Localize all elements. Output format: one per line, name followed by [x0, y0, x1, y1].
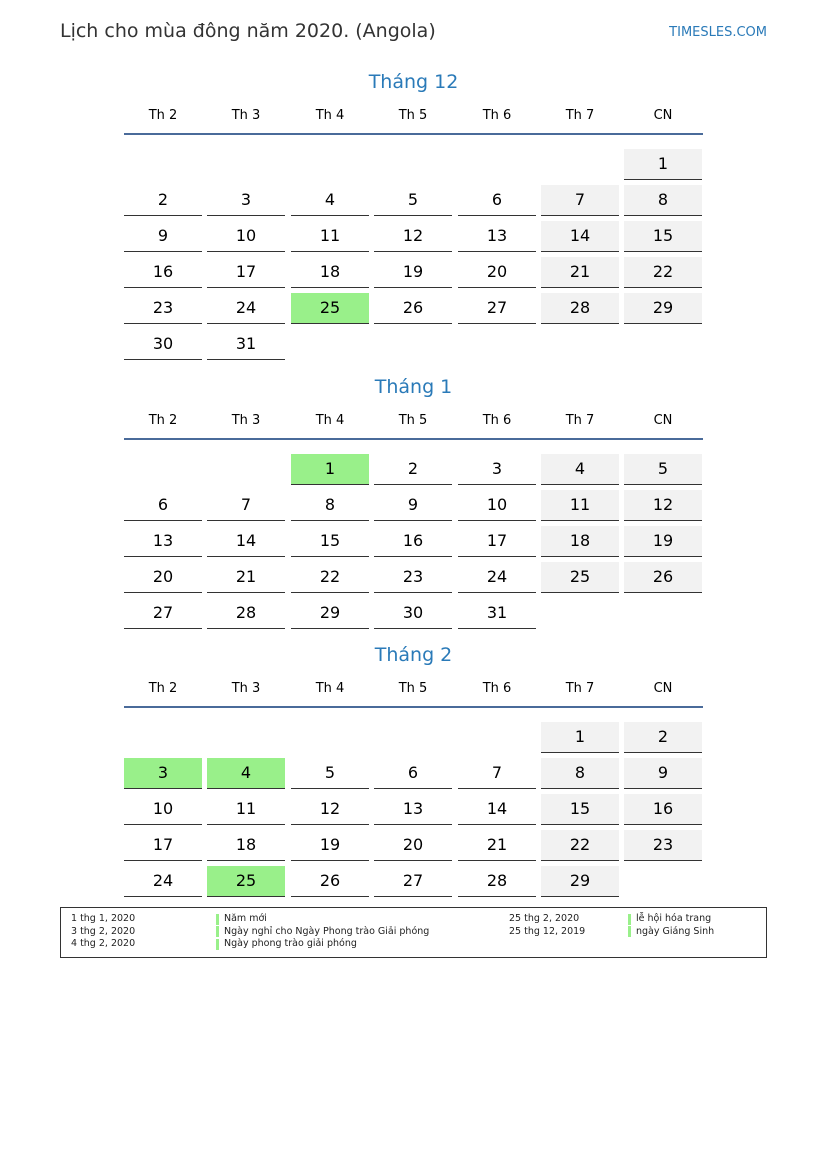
weekday-label: Th 5	[398, 681, 428, 696]
legend-holiday-name: Năm mới	[224, 913, 267, 924]
legend-holiday-name: Ngày nghỉ cho Ngày Phong trào Giải phóng	[224, 925, 430, 937]
site-link[interactable]: TIMESLES.COM	[669, 25, 767, 40]
month-title: Tháng 1	[374, 376, 453, 398]
day-cell: 28	[541, 293, 619, 324]
day-cell: 14	[458, 794, 536, 825]
legend-color-marker	[216, 939, 219, 950]
day-cell: 1	[624, 149, 702, 180]
legend-date: 25 thg 2, 2020	[509, 913, 580, 924]
day-cell: 19	[291, 830, 369, 861]
day-cell: 6	[124, 490, 202, 521]
day-cell: 15	[541, 794, 619, 825]
weekday-label: CN	[653, 681, 673, 696]
day-cell: 7	[207, 490, 285, 521]
month-title: Tháng 2	[374, 644, 453, 666]
weekday-label: Th 3	[231, 413, 261, 428]
day-cell: 17	[207, 257, 285, 288]
day-cell: 21	[458, 830, 536, 861]
weekday-label: Th 2	[148, 413, 178, 428]
month-block	[124, 375, 703, 675]
legend-date: 1 thg 1, 2020	[71, 913, 136, 924]
day-cell: 29	[291, 598, 369, 629]
day-cell: 15	[624, 221, 702, 252]
weekday-label: Th 3	[231, 681, 261, 696]
day-cell: 29	[541, 866, 619, 897]
day-cell: 4	[207, 758, 285, 789]
legend-color-marker	[216, 914, 219, 925]
day-cell: 30	[374, 598, 452, 629]
day-cell: 7	[458, 758, 536, 789]
day-cell: 8	[541, 758, 619, 789]
day-cell: 21	[541, 257, 619, 288]
day-cell: 26	[291, 866, 369, 897]
day-cell: 6	[458, 185, 536, 216]
day-cell: 23	[374, 562, 452, 593]
day-cell: 9	[124, 221, 202, 252]
day-cell: 26	[374, 293, 452, 324]
weekday-label: Th 7	[565, 413, 595, 428]
weekday-label: Th 7	[565, 108, 595, 123]
page-title: Lịch cho mùa đông năm 2020. (Angola)	[60, 20, 436, 42]
day-cell: 9	[374, 490, 452, 521]
day-cell: 11	[207, 794, 285, 825]
day-cell: 15	[291, 526, 369, 557]
day-cell: 25	[207, 866, 285, 897]
day-cell: 11	[541, 490, 619, 521]
weekday-label: Th 5	[398, 413, 428, 428]
weekday-label: Th 4	[315, 413, 345, 428]
weekday-header	[124, 106, 703, 126]
day-cell: 25	[291, 293, 369, 324]
day-cell: 26	[624, 562, 702, 593]
day-cell: 18	[541, 526, 619, 557]
day-cell: 3	[124, 758, 202, 789]
day-cell: 10	[458, 490, 536, 521]
day-cell: 12	[291, 794, 369, 825]
day-cell: 22	[291, 562, 369, 593]
weekday-label: Th 6	[482, 108, 512, 123]
day-cell: 8	[291, 490, 369, 521]
day-cell: 13	[374, 794, 452, 825]
day-cell: 1	[291, 454, 369, 485]
month-title: Tháng 12	[368, 71, 459, 93]
day-cell: 17	[458, 526, 536, 557]
day-cell: 16	[124, 257, 202, 288]
legend-color-marker	[628, 926, 631, 937]
day-cell: 13	[124, 526, 202, 557]
day-cell: 12	[624, 490, 702, 521]
day-cell: 19	[374, 257, 452, 288]
day-cell: 27	[374, 866, 452, 897]
day-cell: 27	[458, 293, 536, 324]
header-divider	[124, 438, 703, 440]
day-cell: 28	[207, 598, 285, 629]
legend-color-marker	[216, 926, 219, 937]
day-cell: 14	[541, 221, 619, 252]
weekday-label: CN	[653, 108, 673, 123]
legend-date: 25 thg 12, 2019	[509, 925, 586, 937]
day-cell: 5	[291, 758, 369, 789]
weekday-label: Th 6	[482, 681, 512, 696]
weekday-label: CN	[653, 413, 673, 428]
day-cell: 8	[624, 185, 702, 216]
day-cell: 19	[624, 526, 702, 557]
day-cell: 23	[124, 293, 202, 324]
holiday-legend	[60, 907, 767, 958]
legend-color-marker	[628, 914, 631, 925]
day-cell: 2	[124, 185, 202, 216]
day-cell: 22	[624, 257, 702, 288]
day-cell: 9	[624, 758, 702, 789]
month-block	[124, 70, 703, 370]
legend-date: 3 thg 2, 2020	[71, 925, 136, 937]
day-cell: 20	[374, 830, 452, 861]
month-block	[124, 643, 703, 943]
day-cell: 18	[207, 830, 285, 861]
weekday-label: Th 3	[231, 108, 261, 123]
day-cell: 21	[207, 562, 285, 593]
weekday-label: Th 5	[398, 108, 428, 123]
day-cell: 28	[458, 866, 536, 897]
day-cell: 18	[291, 257, 369, 288]
day-cell: 4	[291, 185, 369, 216]
day-cell: 31	[207, 329, 285, 360]
day-cell: 5	[624, 454, 702, 485]
weekday-header	[124, 411, 703, 431]
weekday-label: Th 2	[148, 681, 178, 696]
day-cell: 25	[541, 562, 619, 593]
day-cell: 11	[291, 221, 369, 252]
weekday-label: Th 7	[565, 681, 595, 696]
day-cell: 10	[124, 794, 202, 825]
day-cell: 12	[374, 221, 452, 252]
day-cell: 2	[374, 454, 452, 485]
day-cell: 16	[374, 526, 452, 557]
day-cell: 14	[207, 526, 285, 557]
day-cell: 16	[624, 794, 702, 825]
day-cell: 31	[458, 598, 536, 629]
day-cell: 13	[458, 221, 536, 252]
day-cell: 23	[624, 830, 702, 861]
day-cell: 20	[124, 562, 202, 593]
day-cell: 22	[541, 830, 619, 861]
legend-holiday-name: Ngày phong trào giải phóng	[224, 938, 357, 949]
weekday-label: Th 2	[148, 108, 178, 123]
day-cell: 24	[458, 562, 536, 593]
weekday-label: Th 4	[315, 681, 345, 696]
header-divider	[124, 706, 703, 708]
weekday-header	[124, 679, 703, 699]
legend-holiday-name: ngày Giáng Sinh	[636, 925, 715, 937]
day-cell: 30	[124, 329, 202, 360]
weekday-label: Th 4	[315, 108, 345, 123]
day-cell: 7	[541, 185, 619, 216]
day-cell: 5	[374, 185, 452, 216]
day-cell: 10	[207, 221, 285, 252]
day-cell: 17	[124, 830, 202, 861]
day-cell: 3	[458, 454, 536, 485]
day-cell: 29	[624, 293, 702, 324]
day-cell: 24	[207, 293, 285, 324]
day-cell: 20	[458, 257, 536, 288]
header-divider	[124, 133, 703, 135]
day-cell: 27	[124, 598, 202, 629]
day-cell: 6	[374, 758, 452, 789]
day-cell: 1	[541, 722, 619, 753]
weekday-label: Th 6	[482, 413, 512, 428]
legend-date: 4 thg 2, 2020	[71, 938, 136, 949]
day-cell: 3	[207, 185, 285, 216]
day-cell: 4	[541, 454, 619, 485]
legend-holiday-name: lễ hội hóa trang	[636, 913, 712, 924]
day-cell: 24	[124, 866, 202, 897]
day-cell: 2	[624, 722, 702, 753]
